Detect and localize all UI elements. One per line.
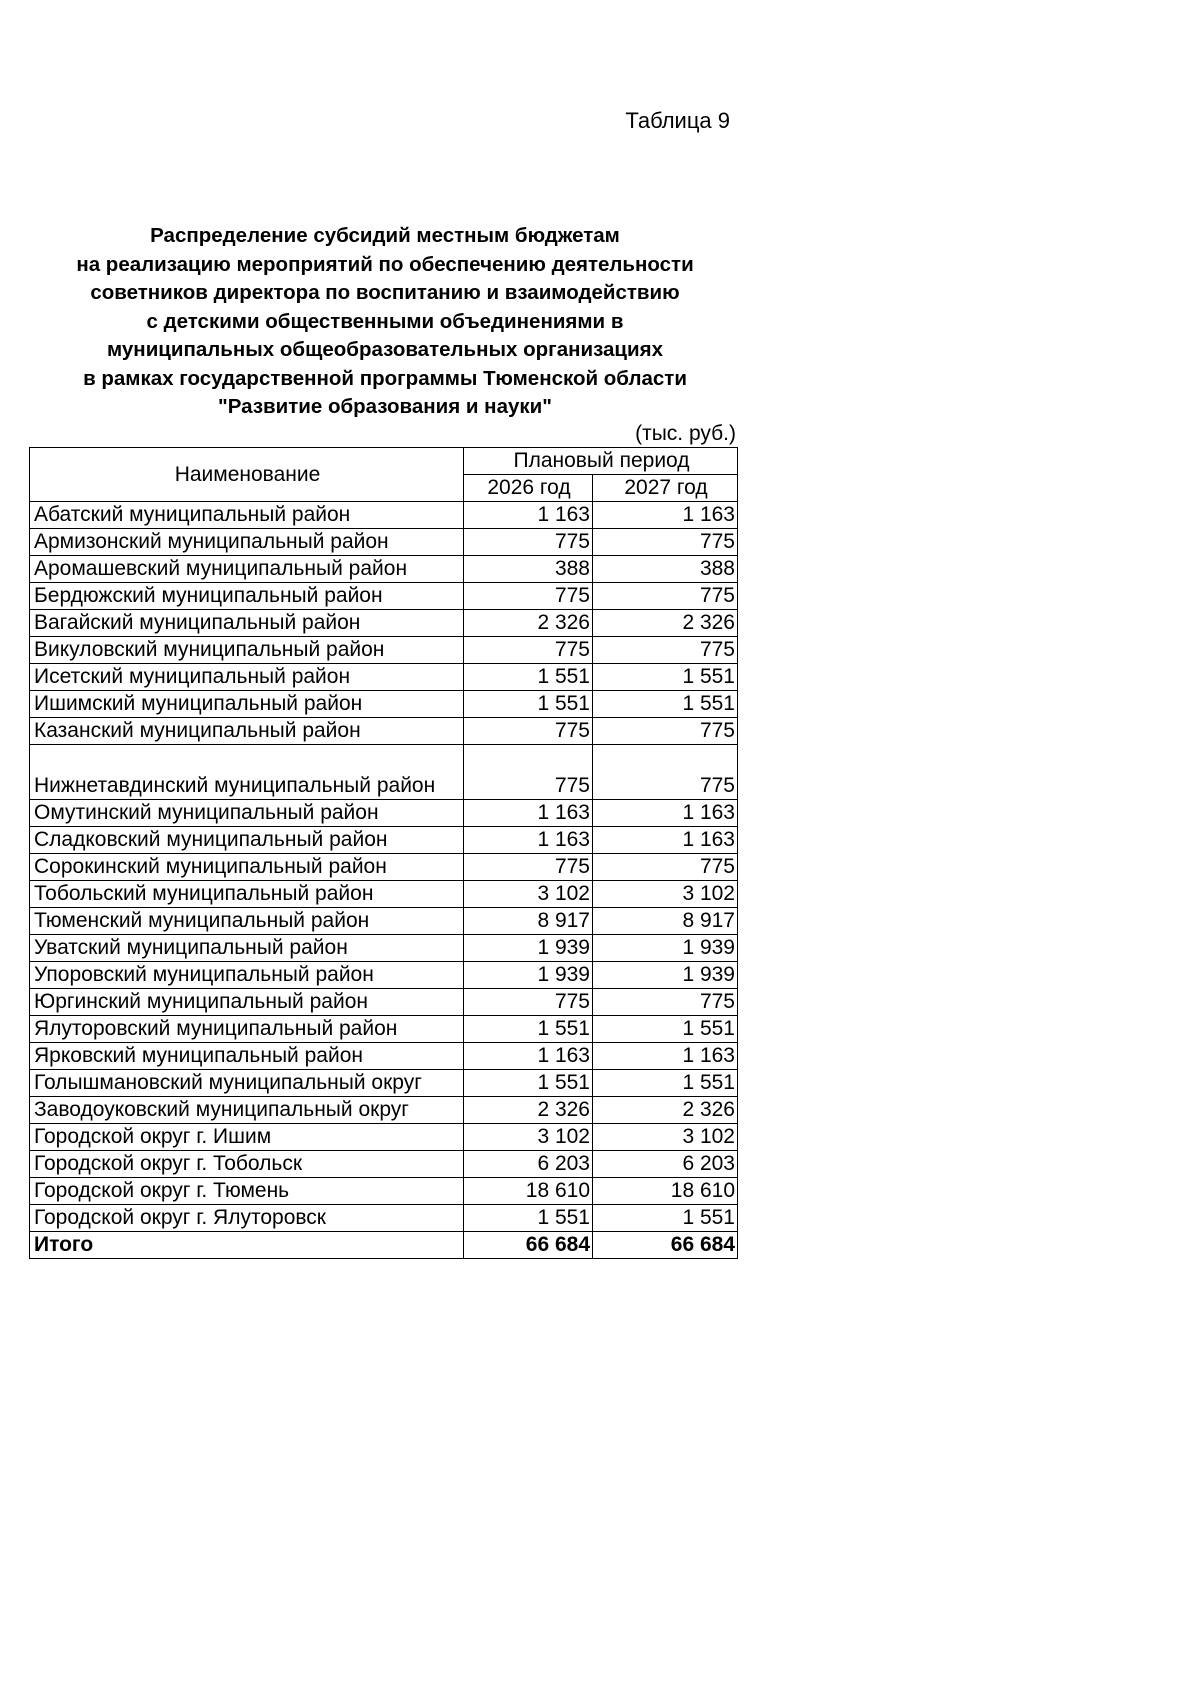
title-line: на реализацию мероприятий по обеспечению деятельности: [76, 252, 694, 276]
row-2026-cell: 18 610: [464, 1178, 593, 1205]
title-line: в рамках государственной программы Тюменской области: [83, 366, 687, 390]
subsidy-distribution-table: [29, 447, 738, 1259]
row-name-cell: Сорокинский муниципальный район: [30, 854, 464, 881]
title-line: Распределение субсидий местным бюджетам: [150, 224, 620, 247]
row-2027-cell: 1 551: [593, 1070, 738, 1097]
row-name-cell: Исетский муниципальный район: [30, 664, 464, 691]
row-2026-cell: 1 163: [464, 502, 593, 529]
header-planned-period: Плановый период: [464, 448, 738, 475]
table-row: [30, 664, 738, 691]
row-name-cell: Аромашевский муниципальный район: [30, 556, 464, 583]
table-row: [30, 1016, 738, 1043]
table-row: [30, 529, 738, 556]
table-row: [30, 800, 738, 827]
row-2027-cell: 1 939: [593, 962, 738, 989]
header-year-2026: 2026 год: [464, 475, 593, 502]
table-row: [30, 989, 738, 1016]
table-row: [30, 502, 738, 529]
row-name-cell: Казанский муниципальный район: [30, 718, 464, 745]
row-name-cell: Ярковский муниципальный район: [30, 1043, 464, 1070]
row-2026-cell: 1 163: [464, 800, 593, 827]
total-label-cell: Итого: [30, 1232, 464, 1259]
row-2027-cell: 1 163: [593, 502, 738, 529]
row-2027-cell: 1 551: [593, 664, 738, 691]
row-2027-cell: 1 163: [593, 800, 738, 827]
table-row: [30, 1097, 738, 1124]
row-2026-cell: 388: [464, 556, 593, 583]
row-name-cell: Голышмановский муниципальный округ: [30, 1070, 464, 1097]
row-2027-cell: 3 102: [593, 881, 738, 908]
row-2026-cell: 1 551: [464, 1205, 593, 1232]
row-2027-cell: 1 551: [593, 1205, 738, 1232]
row-2027-cell: 6 203: [593, 1151, 738, 1178]
row-2027-cell: 2 326: [593, 610, 738, 637]
row-2026-cell: 775: [464, 637, 593, 664]
row-2027-cell: 18 610: [593, 1178, 738, 1205]
row-2026-cell: 1 939: [464, 935, 593, 962]
row-2026-cell: 775: [464, 529, 593, 556]
title-line: "Развитие образования и науки": [218, 395, 552, 418]
table-row: [30, 745, 738, 800]
table-row: [30, 610, 738, 637]
row-2027-cell: 2 326: [593, 1097, 738, 1124]
row-2026-cell: 1 163: [464, 1043, 593, 1070]
row-2026-cell: 1 551: [464, 1070, 593, 1097]
units-label: (тыс. руб.): [635, 422, 736, 445]
table-row: [30, 718, 738, 745]
row-name-cell: Сладковский муниципальный район: [30, 827, 464, 854]
row-2027-cell: 1 551: [593, 691, 738, 718]
row-2026-cell: 2 326: [464, 610, 593, 637]
row-2026-cell: 775: [464, 745, 593, 800]
row-name-cell: Заводоуковский муниципальный округ: [30, 1097, 464, 1124]
title-line: советников директора по воспитанию и взаимодействию: [90, 281, 680, 304]
table-row: [30, 827, 738, 854]
row-name-cell: Уватский муниципальный район: [30, 935, 464, 962]
row-2026-cell: 2 326: [464, 1097, 593, 1124]
table-row: [30, 556, 738, 583]
table-row: [30, 962, 738, 989]
row-2026-cell: 1 551: [464, 1016, 593, 1043]
table-row: [30, 691, 738, 718]
table-row: [30, 1178, 738, 1205]
row-2027-cell: 775: [593, 989, 738, 1016]
row-2026-cell: 3 102: [464, 881, 593, 908]
table-row: [30, 1205, 738, 1232]
row-2027-cell: 1 163: [593, 1043, 738, 1070]
row-name-cell: Юргинский муниципальный район: [30, 989, 464, 1016]
table-row: [30, 854, 738, 881]
title-line: с детскими общественными объединениями в: [146, 309, 624, 333]
row-name-cell: Упоровский муниципальный район: [30, 962, 464, 989]
table-number-label: Таблица 9: [625, 108, 730, 133]
row-2027-cell: 775: [593, 583, 738, 610]
table-row: [30, 935, 738, 962]
row-2027-cell: 775: [593, 745, 738, 800]
total-2026-cell: 66 684: [464, 1232, 593, 1259]
document-title: [30, 222, 740, 422]
row-name-cell: Ялуторовский муниципальный район: [30, 1016, 464, 1043]
header-name: Наименование: [30, 448, 464, 502]
total-row: [30, 1232, 738, 1259]
row-2027-cell: 1 163: [593, 827, 738, 854]
row-name-cell: Армизонский муниципальный район: [30, 529, 464, 556]
row-name-cell: Городской округ г. Ялуторовск: [30, 1205, 464, 1232]
row-2027-cell: 8 917: [593, 908, 738, 935]
table-row: [30, 1124, 738, 1151]
table-row: [30, 881, 738, 908]
header-year-2027: 2027 год: [593, 475, 738, 502]
title-line: муниципальных общеобразовательных организациях: [107, 338, 663, 361]
table-row: [30, 583, 738, 610]
row-2027-cell: 3 102: [593, 1124, 738, 1151]
row-name-cell: Городской округ г. Ишим: [30, 1124, 464, 1151]
row-2026-cell: 6 203: [464, 1151, 593, 1178]
row-2026-cell: 1 163: [464, 827, 593, 854]
row-2027-cell: 1 939: [593, 935, 738, 962]
row-2026-cell: 8 917: [464, 908, 593, 935]
row-name-cell: Тобольский муниципальный район: [30, 881, 464, 908]
row-2026-cell: 775: [464, 583, 593, 610]
row-2026-cell: 775: [464, 854, 593, 881]
table-row: [30, 1043, 738, 1070]
row-2027-cell: 775: [593, 718, 738, 745]
row-name-cell: Ишимский муниципальный район: [30, 691, 464, 718]
row-2026-cell: 1 551: [464, 691, 593, 718]
row-2027-cell: 775: [593, 529, 738, 556]
row-name-cell: Вагайский муниципальный район: [30, 610, 464, 637]
row-2026-cell: 775: [464, 718, 593, 745]
row-name-cell: Викуловский муниципальный район: [30, 637, 464, 664]
row-2026-cell: 1 551: [464, 664, 593, 691]
row-name-cell: Тюменский муниципальный район: [30, 908, 464, 935]
row-name-cell: Нижнетавдинский муниципальный район: [30, 745, 464, 800]
row-name-cell: Абатский муниципальный район: [30, 502, 464, 529]
table-row: [30, 637, 738, 664]
row-2026-cell: 1 939: [464, 962, 593, 989]
row-2027-cell: 388: [593, 556, 738, 583]
row-name-cell: Городской округ г. Тобольск: [30, 1151, 464, 1178]
row-2027-cell: 1 551: [593, 1016, 738, 1043]
row-2027-cell: 775: [593, 854, 738, 881]
table-row: [30, 1070, 738, 1097]
row-name-cell: Городской округ г. Тюмень: [30, 1178, 464, 1205]
row-name-cell: Омутинский муниципальный район: [30, 800, 464, 827]
table-row: [30, 1151, 738, 1178]
row-2026-cell: 775: [464, 989, 593, 1016]
total-2027-cell: 66 684: [593, 1232, 738, 1259]
row-name-cell: Бердюжский муниципальный район: [30, 583, 464, 610]
table-body: [30, 502, 738, 1259]
table-row: [30, 908, 738, 935]
row-2027-cell: 775: [593, 637, 738, 664]
row-2026-cell: 3 102: [464, 1124, 593, 1151]
